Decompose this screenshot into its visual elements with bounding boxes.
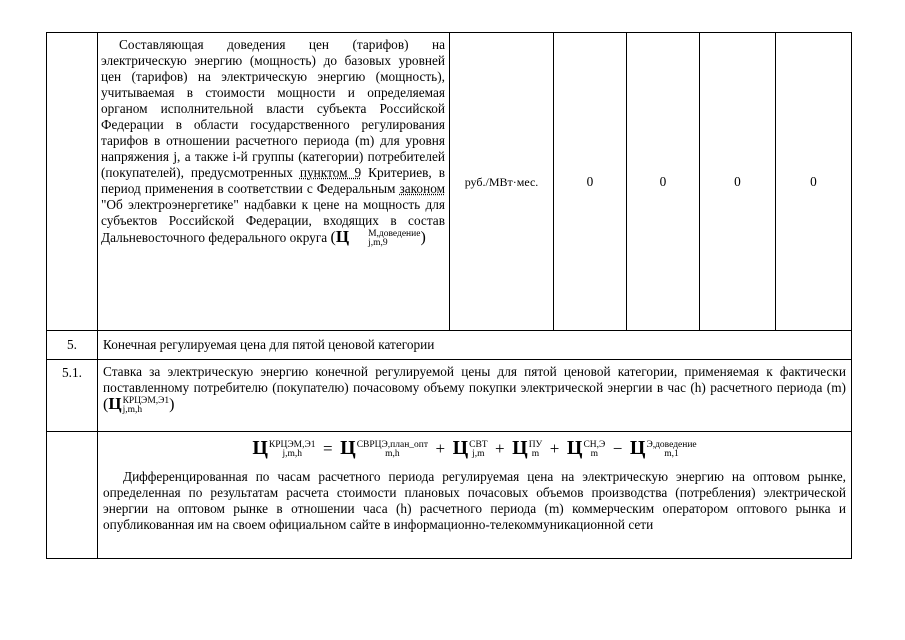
formula-symbol-t3: Ц bbox=[512, 437, 528, 459]
formula-t4-sup: СН,Э bbox=[583, 439, 606, 450]
formula-cell bbox=[98, 432, 852, 559]
row-description: Составляющая доведения цен (тарифов) на электрическую энергию (мощность) до базовых уровней цен (тарифов) на электрическую энергию (мощность), учитываемая в стоимости мощности и определяемая органом исполнительной власти субъекта Российской Федерации в области государственного регулирования тарифов в отношении расчетного периода (m) для уровня напряжения j, а также i-й группы (категории) потребителей (покупателей), предусмотренных пунктом 9 Критериев, в период применения в соответствии с Федеральным законом "Об электроэнергетике" надбавки к цене на мощность для субъектов Российской Федерации, входящих в состав Дальневосточного федерального округа (Ц М,доведение j,m,9 ) bbox=[98, 33, 450, 331]
unit-cell: руб./МВт·мес. bbox=[450, 33, 554, 331]
formula-lhs-sub: j,m,h bbox=[282, 448, 302, 459]
price-symbol: Ц bbox=[335, 227, 350, 246]
value-cell-2: 0 bbox=[627, 33, 700, 331]
formula-t1-sub: m,h bbox=[385, 448, 400, 459]
table-row-continued bbox=[47, 33, 852, 331]
description-text-part3: "Об электроэнергетике" надбавки к цене на мощность для субъектов Российской Федерации, входящих в состав Дальневосточного федерального округа bbox=[101, 197, 445, 245]
formula-symbol-t5: Ц bbox=[629, 437, 646, 459]
symbol-subscript: j,m,9 bbox=[368, 237, 388, 248]
formula-t5-sup: Э,доведение bbox=[646, 439, 697, 450]
description-text-part1: Составляющая доведения цен (тарифов) на электрическую энергию (мощность) до базовых уровней цен (тарифов) на электрическую энергию (мощность), учитываемая в стоимости мощности и определяемая органом исполнительной власти субъекта Российской Федерации в области государственного регулирования тарифов в отношении расчетного периода (m) для уровня напряжения j, а также i-й группы (категории) потребителей (покупателей), предусмотренных bbox=[101, 37, 445, 180]
link-zakon[interactable]: законом bbox=[399, 181, 445, 196]
formula-symbol-t4: Ц bbox=[566, 437, 583, 459]
tariff-table bbox=[46, 32, 852, 559]
row-number: 5. bbox=[47, 331, 98, 360]
formula-t3-sup: ПУ bbox=[528, 439, 543, 450]
price-formula: Ц КРЦЭМ,Э1 j,m,h = Ц СВРЦЭ,план_опт m,h + Ц СВТ j,m + Ц ПУ m + Ц СН,Э m − Ц Э,доведение m,1 bbox=[252, 437, 697, 459]
row-number: 5.1. bbox=[47, 360, 98, 432]
formula-explanation: Дифференцированная по часам расчетного периода регулируемая цена на электрическую энергию на оптовом рынке, определенная по результатам расчета стоимости плановых почасовых объемов производства (потребления) электрической энергии на оптовом рынке в отношении часа (h) расчетного периода (m) коммерческим оператором оптового рынка и опубликованная им на своем официальном сайте в информационно-телекоммуникационной сети bbox=[103, 468, 846, 532]
formula-t1-sup: СВРЦЭ,план_опт bbox=[356, 439, 429, 450]
formula-symbol-lhs: Ц bbox=[252, 437, 268, 459]
formula-t2-sup: СВТ bbox=[469, 439, 488, 450]
formula-t5-sub: m,1 bbox=[664, 448, 679, 459]
value-cell-4: 0 bbox=[776, 33, 852, 331]
row-title: Конечная регулируемая цена для пятой ценовой категории bbox=[98, 331, 852, 360]
row-number-cell bbox=[47, 432, 98, 559]
formula-t2-sub: j,m bbox=[472, 448, 485, 459]
link-punkt-9[interactable]: пунктом 9 bbox=[299, 165, 362, 180]
symbol-superscript: М,доведение bbox=[368, 228, 421, 239]
table-row-5-1 bbox=[47, 360, 852, 432]
row-text: Ставка за электрическую энергию конечной регулируемой цены для пятой ценовой категории, применяемая к фактически поставленному потребителю (покупателю) почасовому объему покупки электрической энергии в час (h) расчетного периода (m) bbox=[103, 364, 846, 395]
symbol-superscript: КРЦЭМ,Э1 bbox=[122, 395, 170, 406]
description-text-part2: Критериев, в период применения в соответствии с Федеральным bbox=[101, 165, 446, 196]
formula-t4-sub: m bbox=[590, 448, 599, 459]
row-description: Ставка за электрическую энергию конечной регулируемой цены для пятой ценовой категории, применяемая к фактически поставленному потребителю (покупателю) почасовому объему покупки электрической энергии в час (h) расчетного периода (m) (Ц КРЦЭМ,Э1 j,m,h ) bbox=[98, 360, 852, 432]
formula-symbol-t2: Ц bbox=[452, 437, 469, 459]
symbol-subscript: j,m,h bbox=[122, 404, 143, 415]
value-cell-3: 0 bbox=[700, 33, 776, 331]
price-symbol: Ц bbox=[108, 394, 122, 413]
value-cell-1: 0 bbox=[554, 33, 627, 331]
formula-lhs-sup: КРЦЭМ,Э1 bbox=[268, 439, 316, 450]
formula-symbol-t1: Ц bbox=[340, 437, 356, 459]
formula-t3-sub: m bbox=[531, 448, 540, 459]
table-row-formula bbox=[47, 432, 852, 559]
row-number-cell bbox=[47, 33, 98, 331]
table-row-5 bbox=[47, 331, 852, 360]
